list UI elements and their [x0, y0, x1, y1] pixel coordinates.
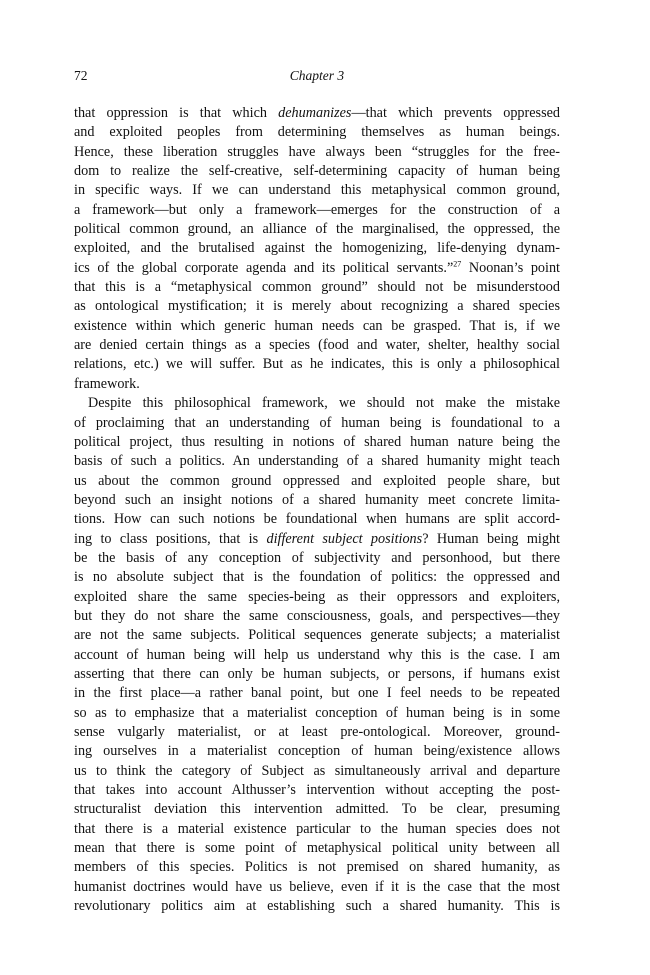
text-line — [74, 491, 560, 510]
text-segment: ing ourselves in a materialist conception of human being/existence allows — [74, 743, 560, 760]
text-segment: and exploited peoples from determining themselves as human beings. — [74, 124, 560, 141]
italic-text: dehumanizes — [278, 105, 352, 121]
text-segment: that takes into account Althusser’s intervention without accepting the post- — [74, 782, 560, 799]
text-line — [74, 259, 560, 278]
footnote-reference: 27 — [453, 259, 462, 269]
text-segment: sense vulgarly materialist, or at least pre-ontological. Moreover, ground- — [74, 724, 560, 740]
text-line — [74, 239, 560, 258]
chapter-title: Chapter 3 — [289, 68, 345, 83]
text-line — [74, 800, 560, 819]
running-head — [74, 68, 560, 88]
text-segment: Hence, these liberation struggles have always been “struggles for the free- — [74, 143, 560, 160]
text-segment: tions. How can such notions be foundational when humans are split accord- — [74, 511, 560, 528]
text-segment: exploited, and the brutalised against the homogenizing, life-denying dynam- — [74, 240, 560, 257]
text-segment: as ontological mystification; it is merely about recognizing a shared species — [74, 298, 560, 315]
text-line — [74, 665, 560, 684]
text-segment: basis of such a politics. An understanding of a shared humanity might teach — [74, 453, 560, 470]
text-line — [74, 181, 560, 200]
text-segment: beyond such an insight notions of a shared humanity meet concrete limita- — [74, 491, 560, 508]
page-number: 72 — [74, 68, 88, 83]
text-line — [74, 123, 560, 142]
text-line — [74, 897, 560, 916]
text-segment: relations, etc.) we will suffer. But as he indicates, this is only a philosophical — [74, 356, 560, 373]
text-segment: asserting that there can only be human subjects, or persons, if humans exist — [74, 665, 560, 682]
text-line — [74, 375, 560, 394]
text-line — [74, 220, 560, 239]
text-line — [74, 297, 560, 316]
text-segment: in specific ways. If we can understand this metaphysical common ground, — [74, 182, 560, 199]
text-line — [74, 104, 560, 123]
text-segment: revolutionary politics aim at establishing such a shared humanity. This is — [74, 898, 560, 915]
text-line — [74, 568, 560, 587]
text-line — [74, 742, 560, 761]
text-segment: that there is a material existence particular to the human species does not — [74, 820, 560, 837]
text-segment: existence within which generic human needs can be grasped. That is, if we — [74, 317, 560, 334]
text-segment: structuralist deviation this intervention admitted. To be clear, presuming — [74, 801, 560, 818]
text-segment: a framework—but only a framework—emerges for the construction of a — [74, 201, 560, 218]
text-line — [74, 781, 560, 800]
text-segment: but they do not share the same consciousness, goals, and perspectives—they — [74, 607, 560, 624]
text-line — [74, 549, 560, 568]
text-line — [74, 878, 560, 897]
text-segment: exploited share the same species-being as their oppressors and exploiters, — [74, 588, 560, 605]
text-segment: political project, thus resulting in notions of shared human nature being the — [74, 433, 560, 450]
text-segment: ing to class positions, that is — [74, 530, 267, 547]
text-line — [74, 355, 560, 374]
text-segment: that this is a “metaphysical common ground” should not be misunderstood — [74, 279, 560, 296]
text-segment: humanist doctrines would have us believe, even if it is the case that the most — [74, 878, 560, 895]
text-segment: mean that there is some point of metaphysical political unity between all — [74, 840, 560, 857]
text-line — [74, 394, 560, 413]
text-line — [74, 626, 560, 645]
text-line — [74, 452, 560, 471]
text-line — [74, 723, 560, 742]
text-line — [74, 336, 560, 355]
text-line — [74, 704, 560, 723]
text-segment: ? Human being might — [422, 530, 560, 547]
text-line — [74, 607, 560, 626]
text-line — [74, 684, 560, 703]
text-segment: ics of the global corporate agenda and its political servants.” — [74, 259, 454, 276]
text-line — [74, 278, 560, 297]
text-segment: political common ground, an alliance of the marginalised, the oppressed, the — [74, 221, 560, 238]
text-line — [74, 588, 560, 607]
text-line — [74, 646, 560, 665]
body-text — [74, 104, 560, 916]
text-segment: of proclaiming that an understanding of human being is foundational to a — [74, 414, 560, 431]
text-line — [74, 530, 560, 549]
text-segment: us about the common ground oppressed and exploited people share, but — [74, 472, 560, 489]
text-line — [74, 472, 560, 491]
text-line — [74, 858, 560, 877]
text-line — [74, 839, 560, 858]
text-segment: is no absolute subject that is the foundation of politics: the oppressed and — [74, 569, 560, 586]
text-segment: dom to realize the self-creative, self-determining capacity of human being — [74, 163, 560, 180]
text-line — [74, 162, 560, 181]
text-segment: are denied certain things as a species (food and water, shelter, healthy social — [74, 337, 560, 354]
text-segment: that oppression is that which — [74, 105, 279, 121]
text-segment: framework. — [74, 375, 140, 392]
text-segment: account of human being will help us understand why this is the case. I am — [74, 646, 560, 663]
text-line — [74, 414, 560, 433]
text-line — [74, 762, 560, 781]
text-segment: —that which prevents oppressed — [351, 105, 560, 121]
text-segment: so as to emphasize that a materialist conception of human being is in some — [74, 704, 560, 721]
text-segment: are not the same subjects. Political sequences generate subjects; a materialist — [74, 627, 560, 644]
text-segment: Despite this philosophical framework, we should not make the mistake — [88, 395, 560, 412]
text-line — [74, 201, 560, 220]
italic-text: different subject positions — [266, 530, 423, 547]
text-segment: us to think the category of Subject as simultaneously arrival and departure — [74, 762, 560, 779]
text-line — [74, 510, 560, 529]
text-segment: members of this species. Politics is not premised on shared humanity, as — [74, 859, 560, 876]
text-line — [74, 317, 560, 336]
text-line — [74, 820, 560, 839]
text-segment: be the basis of any conception of subjectivity and personhood, but there — [74, 549, 560, 566]
text-segment: Noonan’s point — [461, 259, 560, 276]
text-line — [74, 433, 560, 452]
text-segment: in the first place—a rather banal point, but one I feel needs to be repeated — [74, 685, 560, 702]
text-line — [74, 143, 560, 162]
